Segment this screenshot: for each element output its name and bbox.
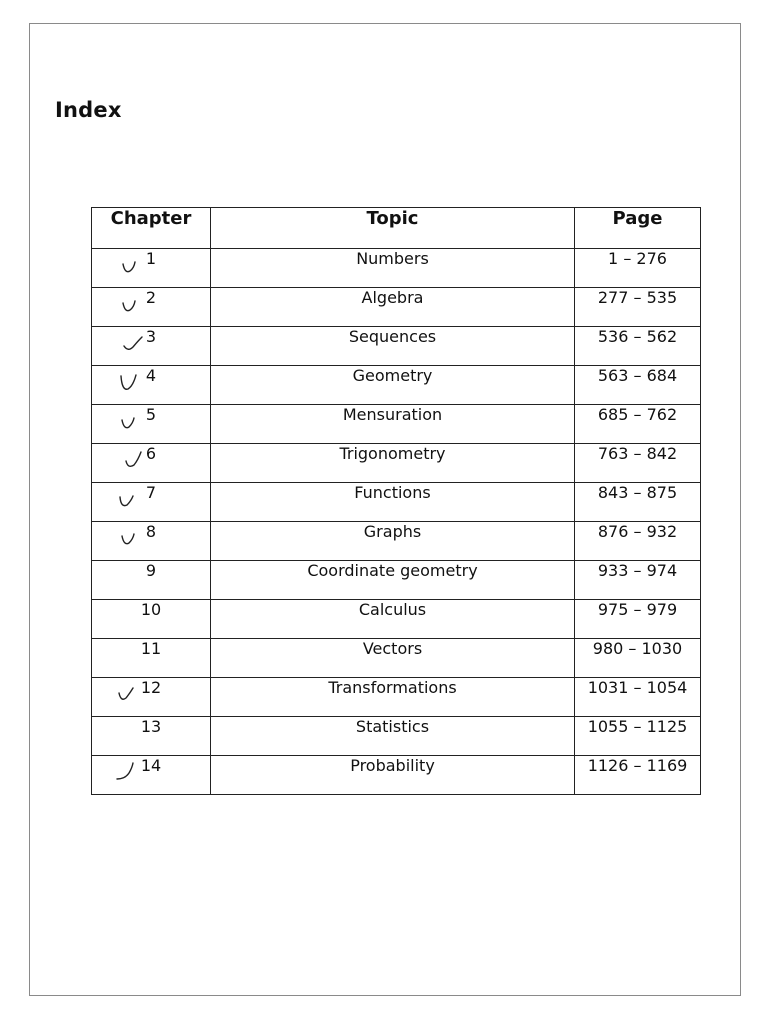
table-row	[92, 678, 701, 717]
chapter-number: 1	[145, 249, 157, 268]
topic-label: Coordinate geometry	[307, 561, 478, 580]
cell-topic	[211, 561, 575, 600]
cell-page-range	[575, 405, 701, 444]
chapter-number: 2	[145, 288, 157, 307]
cell-chapter	[92, 288, 211, 327]
handwritten-check-icon	[119, 369, 141, 393]
table-row	[92, 288, 701, 327]
table-row	[92, 717, 701, 756]
cell-chapter	[92, 639, 211, 678]
chapter-number: 10	[140, 600, 162, 619]
cell-topic	[211, 522, 575, 561]
chapter-number: 11	[140, 639, 162, 658]
topic-label: Mensuration	[342, 405, 443, 424]
cell-chapter	[92, 600, 211, 639]
chapter-number: 9	[145, 561, 157, 580]
cell-page-range	[575, 444, 701, 483]
cell-chapter	[92, 444, 211, 483]
header-row	[92, 208, 701, 249]
cell-topic	[211, 288, 575, 327]
page-range: 933 – 974	[597, 561, 678, 580]
index-table	[91, 207, 701, 795]
topic-label: Probability	[350, 756, 435, 775]
topic-label: Calculus	[358, 600, 427, 619]
handwritten-check-icon	[120, 291, 142, 315]
cell-page-range	[575, 756, 701, 795]
page-range: 1031 – 1054	[587, 678, 688, 697]
cell-page-range	[575, 717, 701, 756]
handwritten-check-icon	[117, 681, 139, 705]
page-range: 975 – 979	[597, 600, 678, 619]
table-row	[92, 639, 701, 678]
cell-topic	[211, 639, 575, 678]
cell-chapter	[92, 366, 211, 405]
topic-label: Graphs	[363, 522, 422, 541]
table-row	[92, 483, 701, 522]
header-chapter: Chapter	[92, 208, 211, 249]
handwritten-check-icon	[117, 486, 139, 510]
cell-topic	[211, 717, 575, 756]
cell-chapter	[92, 327, 211, 366]
cell-chapter	[92, 522, 211, 561]
topic-label: Trigonometry	[339, 444, 446, 463]
page-range: 876 – 932	[597, 522, 678, 541]
chapter-number: 5	[145, 405, 157, 424]
cell-page-range	[575, 522, 701, 561]
cell-chapter	[92, 483, 211, 522]
cell-topic	[211, 327, 575, 366]
topic-label: Geometry	[352, 366, 433, 385]
cell-topic	[211, 405, 575, 444]
cell-page-range	[575, 327, 701, 366]
table-row	[92, 756, 701, 795]
document-page	[29, 23, 741, 996]
chapter-number: 8	[145, 522, 157, 541]
page-range: 563 – 684	[597, 366, 678, 385]
handwritten-check-icon	[122, 330, 144, 354]
cell-topic	[211, 600, 575, 639]
chapter-number: 12	[140, 678, 162, 697]
cell-page-range	[575, 561, 701, 600]
table-row	[92, 249, 701, 288]
cell-topic	[211, 483, 575, 522]
cell-chapter	[92, 756, 211, 795]
page-title: Index	[55, 98, 122, 122]
cell-chapter	[92, 561, 211, 600]
cell-topic	[211, 249, 575, 288]
table-row	[92, 327, 701, 366]
page-range: 980 – 1030	[592, 639, 683, 658]
chapter-number: 6	[145, 444, 157, 463]
table-row	[92, 444, 701, 483]
cell-page-range	[575, 366, 701, 405]
table-row	[92, 561, 701, 600]
handwritten-check-icon	[120, 252, 142, 276]
table-row	[92, 600, 701, 639]
header-page: Page	[575, 208, 701, 249]
cell-page-range	[575, 249, 701, 288]
page-range: 277 – 535	[597, 288, 678, 307]
cell-chapter	[92, 249, 211, 288]
page-range: 1055 – 1125	[587, 717, 688, 736]
cell-page-range	[575, 678, 701, 717]
page-range: 1126 – 1169	[587, 756, 688, 775]
handwritten-check-icon	[124, 447, 146, 471]
cell-page-range	[575, 288, 701, 327]
table-row	[92, 522, 701, 561]
chapter-number: 4	[145, 366, 157, 385]
cell-topic	[211, 678, 575, 717]
handwritten-check-icon	[119, 408, 141, 432]
table-row	[92, 366, 701, 405]
topic-label: Numbers	[356, 249, 429, 268]
table-row	[92, 405, 701, 444]
cell-page-range	[575, 483, 701, 522]
handwritten-check-icon	[115, 759, 137, 783]
cell-page-range	[575, 600, 701, 639]
page-range: 763 – 842	[597, 444, 678, 463]
cell-page-range	[575, 639, 701, 678]
cell-topic	[211, 366, 575, 405]
page-range: 685 – 762	[597, 405, 678, 424]
cell-chapter	[92, 717, 211, 756]
topic-label: Vectors	[362, 639, 423, 658]
page-range: 536 – 562	[597, 327, 678, 346]
chapter-number: 13	[140, 717, 162, 736]
page-range: 1 – 276	[608, 249, 667, 268]
topic-label: Transformations	[328, 678, 457, 697]
cell-topic	[211, 444, 575, 483]
handwritten-check-icon	[119, 525, 141, 549]
topic-label: Functions	[354, 483, 431, 502]
cell-chapter	[92, 405, 211, 444]
topic-label: Statistics	[355, 717, 430, 736]
chapter-number: 14	[140, 756, 162, 775]
cell-topic	[211, 756, 575, 795]
chapter-number: 3	[145, 327, 157, 346]
chapter-number: 7	[145, 483, 157, 502]
topic-label: Sequences	[348, 327, 437, 346]
topic-label: Algebra	[361, 288, 424, 307]
page-range: 843 – 875	[597, 483, 678, 502]
cell-chapter	[92, 678, 211, 717]
header-topic: Topic	[211, 208, 575, 249]
